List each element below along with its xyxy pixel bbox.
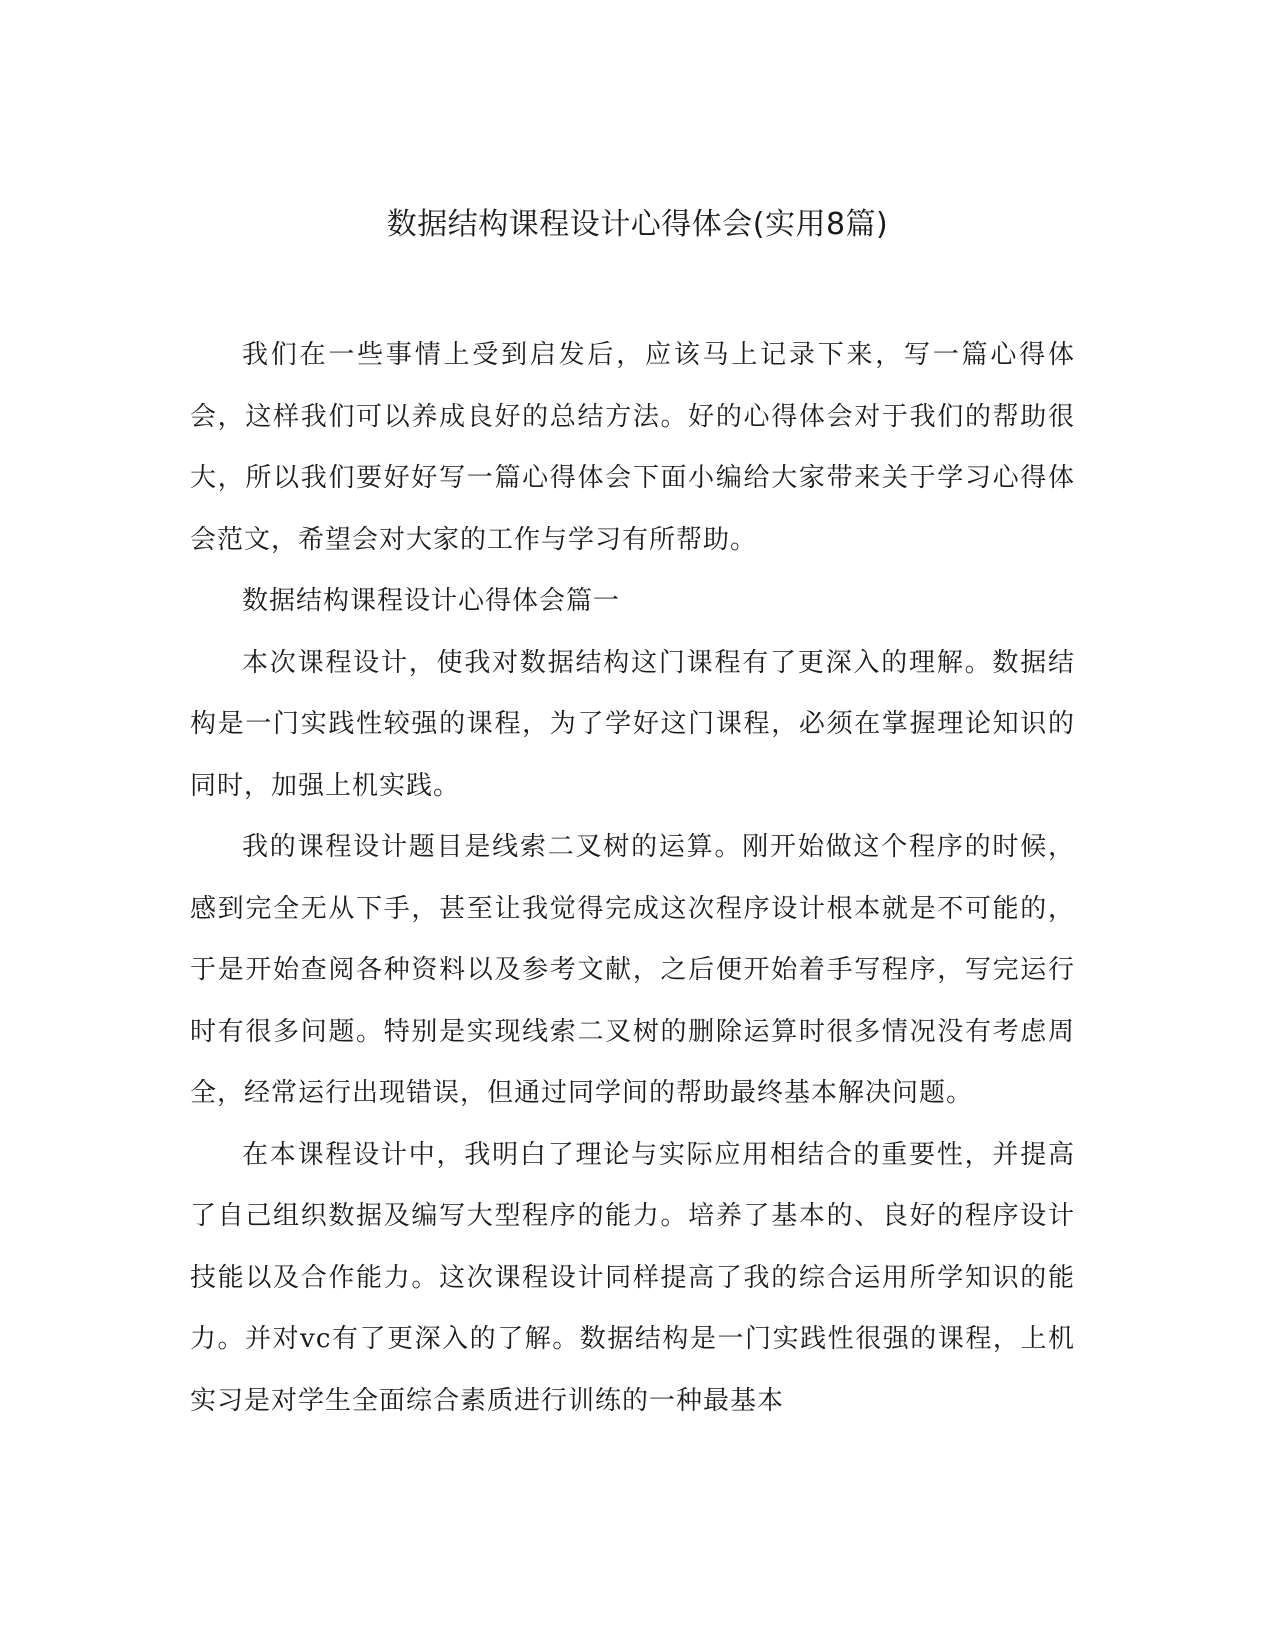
document-body xyxy=(190,325,1075,1432)
document-title: 数据结构课程设计心得体会(实用8篇) xyxy=(386,207,889,242)
body-paragraph: 本次课程设计，使我对数据结构这门课程有了更深入的理解。数据结构是一门实践性较强的课程，为了学好这门课程，必须在掌握理论知识的同时，加强上机实践。 xyxy=(190,647,1075,801)
body-paragraph: 我的课程设计题目是线索二叉树的运算。刚开始做这个程序的时候，感到完全无从下手，甚至让我觉得完成这次程序设计根本就是不可能的，于是开始查阅各种资料以及参考文献，之后便开始着手写程序，写完运行时有很多问题。特别是实现线索二叉树的删除运算时很多情况没有考虑周全，经常运行出现错误，但通过同学间的帮助最终基本解决问题。 xyxy=(190,832,1075,1108)
section-heading: 数据结构课程设计心得体会篇一 xyxy=(242,586,621,616)
body-paragraph: 在本课程设计中，我明白了理论与实际应用相结合的重要性，并提高了自己组织数据及编写大型程序的能力。培养了基本的、良好的程序设计技能以及合作能力。这次课程设计同样提高了我的综合运用所学知识的能力。并对vc有了更深入的了解。数据结构是一门实践性很强的课程，上机实习是对学生全面综合素质进行训练的一种最基本 xyxy=(190,1139,1075,1416)
intro-paragraph: 我们在一些事情上受到启发后，应该马上记录下来，写一篇心得体会，这样我们可以养成良好的总结方法。好的心得体会对于我们的帮助很大，所以我们要好好写一篇心得体会下面小编给大家带来关于学习心得体会范文，希望会对大家的工作与学习有所帮助。 xyxy=(190,340,1075,555)
